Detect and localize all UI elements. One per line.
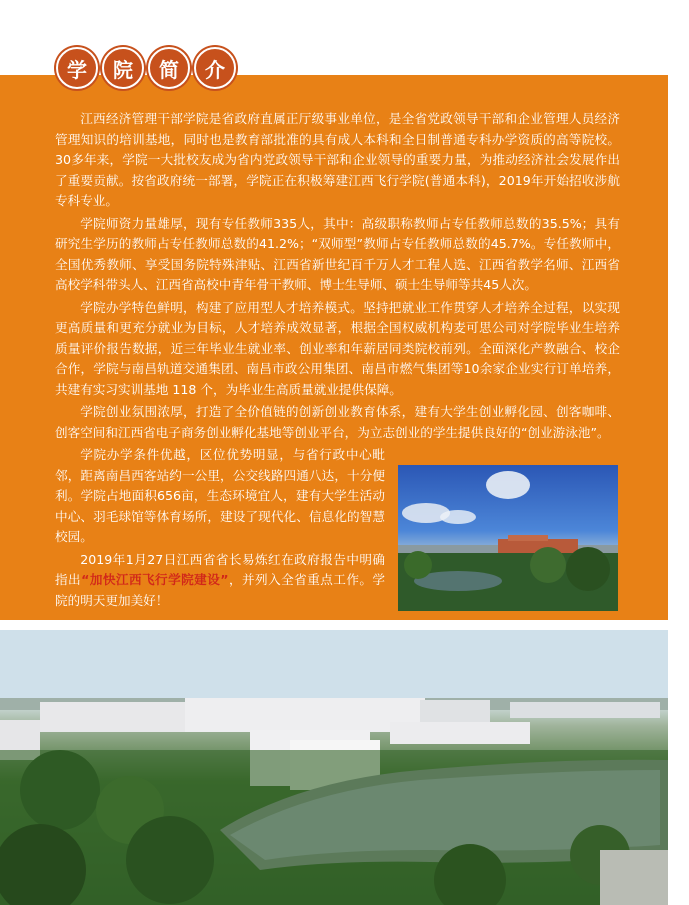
outlook-highlight: “加快江西飞行学院建设” — [81, 572, 229, 587]
paragraph-conditions: 学院办学条件优越，区位优势明显，与省行政中心毗邻，距离南昌西客站约一公里，公交线路四通八达，十分便利。学院占地面积656亩，生态环境宜人，建有大学生活动中心、羽毛球馆等体育场所，建设了现代化、信息化的智慧校园。 — [55, 447, 385, 544]
campus-photo-aerial — [0, 630, 668, 905]
outlook-text-end: ，并列入全省重点工作。学院的明天更加美好！ — [55, 572, 386, 608]
title-char: 介 — [194, 47, 236, 89]
paragraph-entrepreneurship: 学院创业氛围浓厚，打造了全价值链的创新创业教育体系，建有大学生创业孵化园、创客咖啡、创客空间和江西省电子商务创业孵化基地等创业平台，为立志创业的学生提供良好的“创业游泳池”。 — [55, 404, 620, 440]
paragraph-faculty: 学院师资力量雄厚，现有专任教师335人，其中：高级职称教师占专任教师总数的35.5%；具有研究生学历的教师占专任教师总数的41.2%；“双师型”教师占专任教师总数的45.7%。专任教师中，全国优秀教师、享受国务院特殊津贴、江西省新世纪百千万人才工程人选、江西省教学名师、江西省高校学科带头人、江西省高校中青年骨干教师、博士生导师、硕士生导师等共45人次。 — [55, 215, 620, 292]
paragraph-overview: 江西经济管理干部学院是省政府直属正厅级事业单位，是全省党政领导干部和企业管理人员经济管理知识的培训基地，同时也是教育部批准的具有成人本科和全日制普通专科办学资质的高等院校。30多年来，学院一大批校友成为省内党政领导干部和企业领导的重要力量，为推动经济社会发展作出了重要贡献。按省政府统一部署，学院正在积极筹建江西飞行学院(普通本科)，2019年开始招收涉航专科专业。 — [55, 111, 620, 208]
paragraph-features: 学院办学特色鲜明，构建了应用型人才培养模式。坚持把就业工作贯穿人才培养全过程，以实现更高质量和更充分就业为目标，人才培养成效显著，根据全国权威机构麦可思公司对学院毕业生培养质量评价报告数据，近三年毕业生就业率、创业率和年薪居同类院校前列。全面深化产教融合、校企合作，学院与南昌轨道交通集团、南昌市政公用集团、南昌市燃气集团等10余家企业实行订单培养，共建有实习实训基地 118 个，为毕业生高质量就业提供保障。 — [55, 299, 620, 397]
campus-photo-small — [398, 465, 618, 611]
title-char: 简 — [148, 47, 190, 89]
title-char: 学 — [56, 47, 98, 89]
outlook-text-start: 2019年1月27日江西省省长易炼红在政府报告中明确指出 — [55, 551, 385, 587]
title-char: 院 — [102, 47, 144, 89]
paragraph-outlook — [55, 550, 385, 612]
section-title — [56, 47, 236, 87]
